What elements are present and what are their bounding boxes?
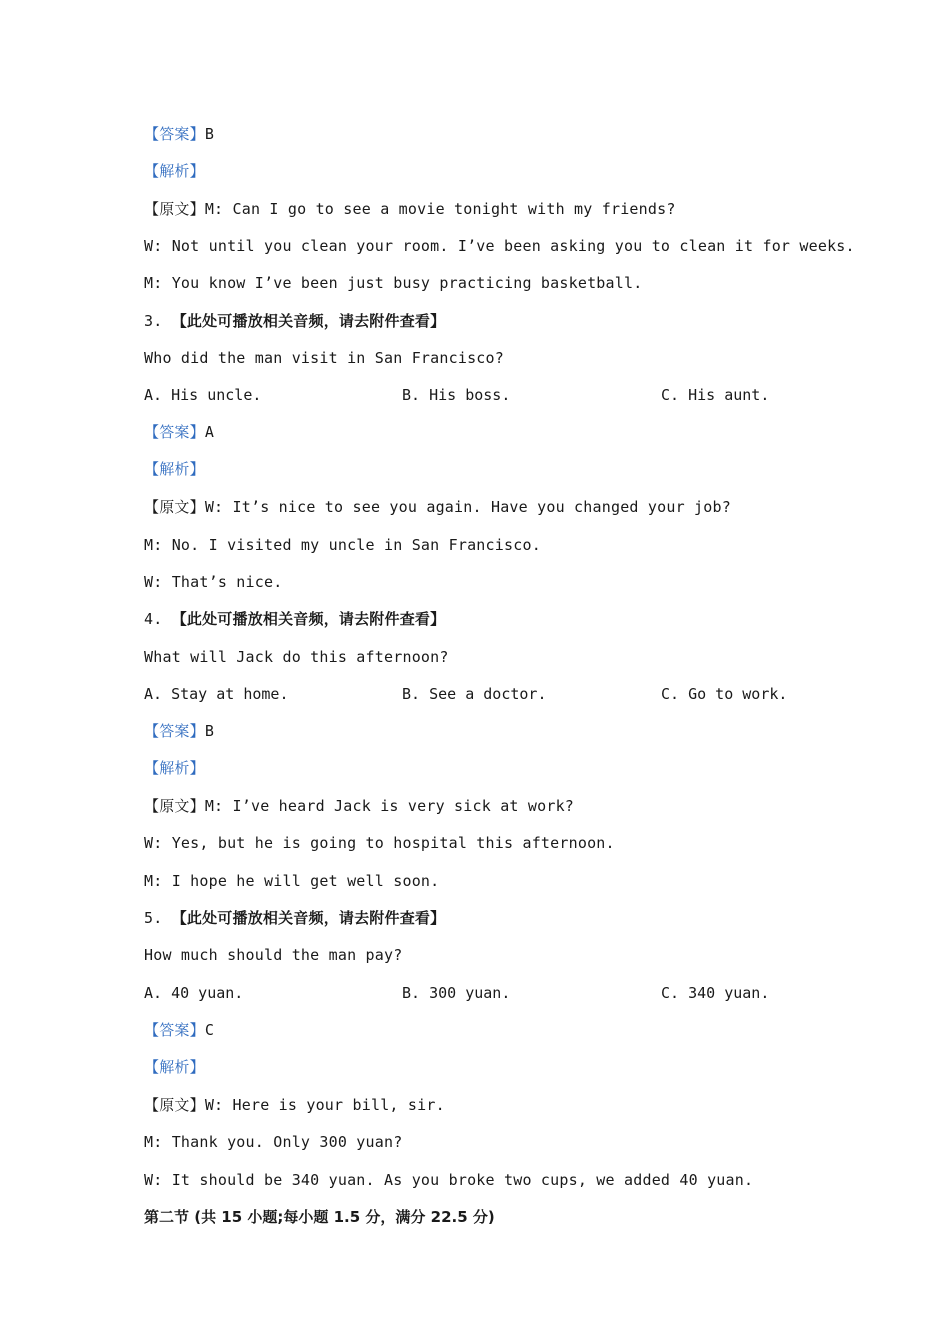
transcript-line: M: I hope he will get well soon. [144, 872, 440, 890]
option-a: A. 40 yuan. [144, 984, 244, 1002]
option-b: B. His boss. [402, 386, 511, 404]
option-a: A. Stay at home. [144, 685, 289, 703]
option-c: C. 340 yuan. [661, 984, 770, 1002]
answer-row [144, 721, 214, 741]
option-c: C. Go to work. [661, 685, 788, 703]
transcript-line: 【原文】M: I’ve heard Jack is very sick at work? [144, 797, 575, 815]
analysis-row [144, 1057, 205, 1077]
answer-label: 【答案】 [144, 125, 205, 143]
option-a: A. His uncle. [144, 386, 262, 404]
option-b: B. See a doctor. [402, 685, 547, 703]
analysis-row [144, 161, 205, 181]
answer-label: 【答案】 [144, 423, 205, 441]
analysis-label: 【解析】 [144, 162, 205, 180]
answer-row [144, 422, 214, 442]
transcript-line: W: It should be 340 yuan. As you broke two cups, we added 40 yuan. [144, 1171, 754, 1189]
transcript-line: 【原文】W: It’s nice to see you again. Have you changed your job? [144, 498, 731, 516]
original-label: 【原文】 [144, 1096, 205, 1114]
audio-note: 【此处可播放相关音频，请去附件查看】 [171, 610, 446, 628]
analysis-label: 【解析】 [144, 759, 205, 777]
answer-value: B [204, 722, 215, 740]
transcript-line: M: No. I visited my uncle in San Francisco. [144, 536, 541, 554]
analysis-label: 【解析】 [144, 460, 205, 478]
question-text: What will Jack do this afternoon? [144, 648, 449, 666]
original-label: 【原文】 [144, 797, 205, 815]
transcript-line: M: Thank you. Only 300 yuan? [144, 1133, 403, 1151]
analysis-row [144, 459, 205, 479]
option-b: B. 300 yuan. [402, 984, 511, 1002]
analysis-label: 【解析】 [144, 1058, 205, 1076]
transcript-line: W: Not until you clean your room. I’ve been asking you to clean it for weeks. [144, 237, 855, 255]
answer-label: 【答案】 [144, 1021, 205, 1039]
transcript-line: 【原文】M: Can I go to see a movie tonight with my friends? [144, 200, 676, 218]
transcript-line: W: That’s nice. [144, 573, 283, 591]
question-header [144, 311, 445, 331]
section-heading: 第二节 (共 15 小题;每小题 1.5 分，满分 22.5 分) [144, 1208, 495, 1226]
question-number: 5. [144, 909, 163, 927]
question-number: 3. [144, 312, 163, 330]
answer-row [144, 1020, 214, 1040]
answer-label: 【答案】 [144, 722, 205, 740]
option-c: C. His aunt. [661, 386, 770, 404]
transcript-line: M: You know I’ve been just busy practicing basketball. [144, 274, 643, 292]
answer-value: A [204, 423, 215, 441]
answer-value: B [204, 125, 215, 143]
original-label: 【原文】 [144, 498, 205, 516]
question-header [144, 609, 445, 629]
question-text: Who did the man visit in San Francisco? [144, 349, 504, 367]
transcript-line: W: Yes, but he is going to hospital this afternoon. [144, 834, 615, 852]
original-label: 【原文】 [144, 200, 205, 218]
answer-row [144, 124, 214, 144]
answer-value: C [204, 1021, 215, 1039]
audio-note: 【此处可播放相关音频，请去附件查看】 [171, 909, 446, 927]
transcript-line: 【原文】W: Here is your bill, sir. [144, 1096, 445, 1114]
question-header [144, 908, 445, 928]
analysis-row [144, 758, 205, 778]
audio-note: 【此处可播放相关音频，请去附件查看】 [171, 312, 446, 330]
question-number: 4. [144, 610, 163, 628]
question-text: How much should the man pay? [144, 946, 403, 964]
